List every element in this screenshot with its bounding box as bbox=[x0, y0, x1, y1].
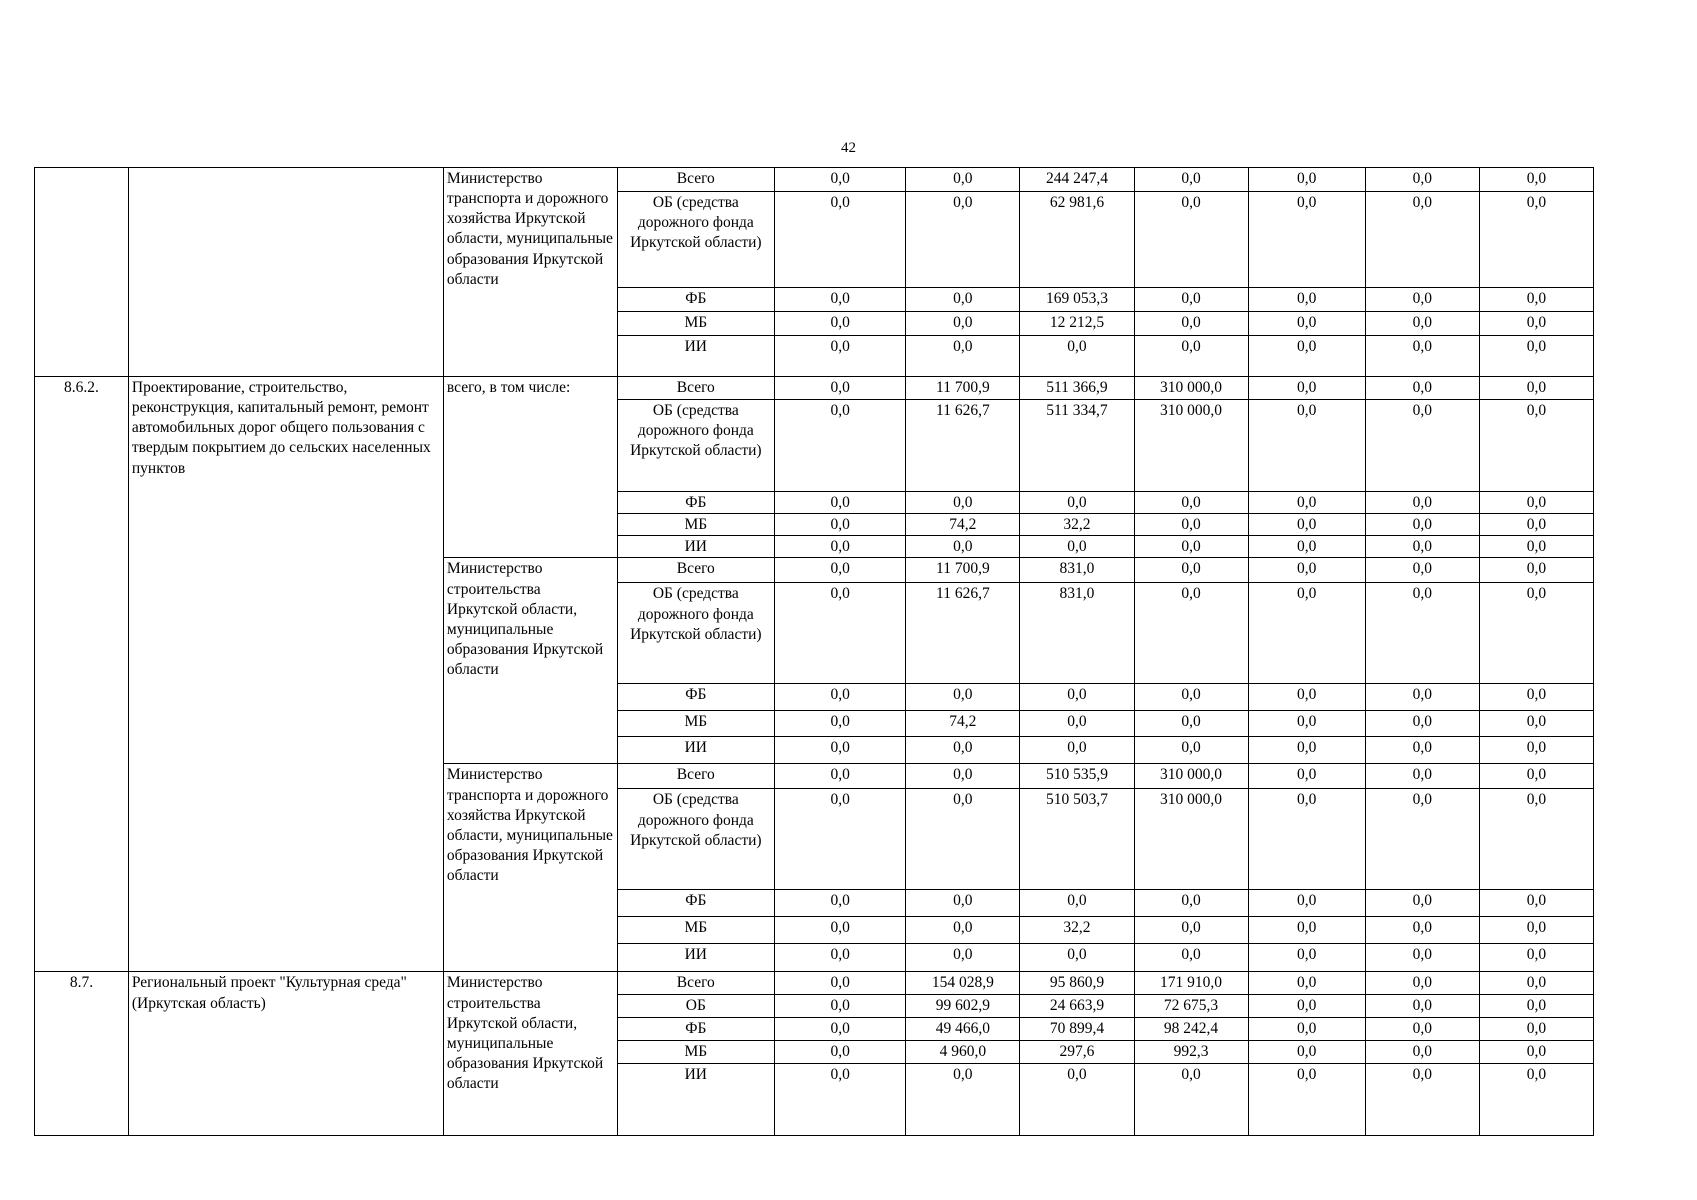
amount-cell: 0,0 bbox=[1248, 514, 1365, 536]
table-row bbox=[35, 972, 1594, 995]
amount-cell: 0,0 bbox=[1479, 995, 1593, 1018]
amount-cell: 0,0 bbox=[1479, 684, 1593, 711]
amount-cell: 0,0 bbox=[1365, 789, 1479, 890]
amount-cell: 0,0 bbox=[906, 192, 1020, 288]
funding-source: МБ bbox=[617, 711, 775, 737]
amount-cell: 0,0 bbox=[1134, 192, 1248, 288]
amount-cell: 0,0 bbox=[775, 737, 906, 764]
amount-cell: 11 626,7 bbox=[906, 583, 1020, 684]
amount-cell: 0,0 bbox=[906, 336, 1020, 377]
amount-cell: 0,0 bbox=[775, 1041, 906, 1064]
amount-cell: 95 860,9 bbox=[1020, 972, 1134, 995]
funding-source: ОБ (средства дорожного фонда Иркутской области) bbox=[617, 583, 775, 684]
amount-cell: 74,2 bbox=[906, 711, 1020, 737]
amount-cell: 0,0 bbox=[1479, 583, 1593, 684]
amount-cell: 831,0 bbox=[1020, 558, 1134, 583]
amount-cell: 0,0 bbox=[906, 789, 1020, 890]
amount-cell: 0,0 bbox=[1365, 514, 1479, 536]
amount-cell: 0,0 bbox=[775, 514, 906, 536]
funding-source: ИИ bbox=[617, 944, 775, 972]
funding-source: ОБ bbox=[617, 995, 775, 1018]
amount-cell: 831,0 bbox=[1020, 583, 1134, 684]
executor-name: Министерство строительства Иркутской области, муниципальные образования Иркутской области bbox=[443, 558, 617, 764]
amount-cell: 0,0 bbox=[1020, 890, 1134, 917]
amount-cell: 0,0 bbox=[1248, 764, 1365, 789]
amount-cell: 0,0 bbox=[1248, 583, 1365, 684]
funding-source: ИИ bbox=[617, 737, 775, 764]
amount-cell: 32,2 bbox=[1020, 514, 1134, 536]
amount-cell: 0,0 bbox=[775, 336, 906, 377]
amount-cell: 0,0 bbox=[1248, 684, 1365, 711]
amount-cell: 0,0 bbox=[1134, 684, 1248, 711]
amount-cell: 0,0 bbox=[906, 917, 1020, 944]
amount-cell: 0,0 bbox=[1134, 168, 1248, 192]
amount-cell: 0,0 bbox=[1365, 288, 1479, 312]
item-name bbox=[128, 168, 443, 377]
amount-cell: 0,0 bbox=[906, 764, 1020, 789]
amount-cell: 0,0 bbox=[1134, 558, 1248, 583]
amount-cell: 0,0 bbox=[1020, 684, 1134, 711]
funding-source: ИИ bbox=[617, 536, 775, 558]
funding-source: МБ bbox=[617, 917, 775, 944]
amount-cell: 0,0 bbox=[775, 377, 906, 400]
amount-cell: 0,0 bbox=[1134, 1064, 1248, 1136]
amount-cell: 0,0 bbox=[1479, 558, 1593, 583]
executor-name: Министерство транспорта и дорожного хозяйства Иркутской области, муниципальные образования Иркутской области bbox=[443, 764, 617, 972]
amount-cell: 0,0 bbox=[1479, 972, 1593, 995]
amount-cell: 0,0 bbox=[1248, 377, 1365, 400]
amount-cell: 0,0 bbox=[1248, 972, 1365, 995]
funding-source: ФБ bbox=[617, 890, 775, 917]
amount-cell: 0,0 bbox=[1248, 192, 1365, 288]
amount-cell: 0,0 bbox=[775, 583, 906, 684]
amount-cell: 0,0 bbox=[1020, 536, 1134, 558]
amount-cell: 0,0 bbox=[775, 995, 906, 1018]
amount-cell: 0,0 bbox=[1479, 400, 1593, 492]
amount-cell: 0,0 bbox=[1365, 168, 1479, 192]
executor-name: Министерство строительства Иркутской области, муниципальные образования Иркутской области bbox=[443, 972, 617, 1136]
amount-cell: 510 503,7 bbox=[1020, 789, 1134, 890]
amount-cell: 0,0 bbox=[775, 764, 906, 789]
amount-cell: 0,0 bbox=[1134, 536, 1248, 558]
amount-cell: 0,0 bbox=[775, 972, 906, 995]
table-row bbox=[35, 377, 1594, 400]
amount-cell: 0,0 bbox=[906, 288, 1020, 312]
amount-cell: 0,0 bbox=[906, 890, 1020, 917]
amount-cell: 0,0 bbox=[1020, 336, 1134, 377]
amount-cell: 510 535,9 bbox=[1020, 764, 1134, 789]
amount-cell: 11 700,9 bbox=[906, 558, 1020, 583]
amount-cell: 0,0 bbox=[775, 558, 906, 583]
funding-source: ОБ (средства дорожного фонда Иркутской области) bbox=[617, 789, 775, 890]
amount-cell: 0,0 bbox=[1365, 890, 1479, 917]
amount-cell: 0,0 bbox=[1248, 917, 1365, 944]
executor-name: всего, в том числе: bbox=[443, 377, 617, 558]
amount-cell: 0,0 bbox=[1134, 711, 1248, 737]
amount-cell: 0,0 bbox=[1134, 288, 1248, 312]
amount-cell: 0,0 bbox=[1365, 336, 1479, 377]
amount-cell: 0,0 bbox=[1479, 890, 1593, 917]
funding-source: МБ bbox=[617, 514, 775, 536]
amount-cell: 0,0 bbox=[775, 288, 906, 312]
amount-cell: 0,0 bbox=[1134, 917, 1248, 944]
amount-cell: 0,0 bbox=[1248, 536, 1365, 558]
amount-cell: 0,0 bbox=[1248, 558, 1365, 583]
amount-cell: 0,0 bbox=[1134, 514, 1248, 536]
amount-cell: 0,0 bbox=[1479, 192, 1593, 288]
funding-source: ФБ bbox=[617, 1018, 775, 1041]
amount-cell: 0,0 bbox=[906, 944, 1020, 972]
amount-cell: 0,0 bbox=[1365, 583, 1479, 684]
amount-cell: 0,0 bbox=[1479, 737, 1593, 764]
amount-cell: 0,0 bbox=[775, 789, 906, 890]
funding-source: Всего bbox=[617, 377, 775, 400]
funding-source: МБ bbox=[617, 1041, 775, 1064]
amount-cell: 0,0 bbox=[1248, 312, 1365, 336]
amount-cell: 0,0 bbox=[1365, 536, 1479, 558]
amount-cell: 244 247,4 bbox=[1020, 168, 1134, 192]
amount-cell: 0,0 bbox=[1365, 917, 1479, 944]
amount-cell: 0,0 bbox=[1365, 684, 1479, 711]
amount-cell: 0,0 bbox=[1134, 492, 1248, 514]
funding-source: МБ bbox=[617, 312, 775, 336]
amount-cell: 0,0 bbox=[1134, 336, 1248, 377]
amount-cell: 0,0 bbox=[1248, 1064, 1365, 1136]
amount-cell: 0,0 bbox=[1479, 1018, 1593, 1041]
amount-cell: 0,0 bbox=[1479, 336, 1593, 377]
funding-source: ФБ bbox=[617, 684, 775, 711]
funding-source: ФБ bbox=[617, 492, 775, 514]
amount-cell: 0,0 bbox=[906, 536, 1020, 558]
amount-cell: 0,0 bbox=[1479, 312, 1593, 336]
amount-cell: 98 242,4 bbox=[1134, 1018, 1248, 1041]
amount-cell: 0,0 bbox=[775, 168, 906, 192]
amount-cell: 11 700,9 bbox=[906, 377, 1020, 400]
item-code: 8.6.2. bbox=[35, 377, 129, 972]
amount-cell: 12 212,5 bbox=[1020, 312, 1134, 336]
amount-cell: 0,0 bbox=[1479, 1041, 1593, 1064]
item-code bbox=[35, 168, 129, 377]
amount-cell: 0,0 bbox=[1479, 514, 1593, 536]
amount-cell: 49 466,0 bbox=[906, 1018, 1020, 1041]
amount-cell: 0,0 bbox=[775, 917, 906, 944]
amount-cell: 0,0 bbox=[1365, 492, 1479, 514]
amount-cell: 0,0 bbox=[1365, 192, 1479, 288]
amount-cell: 0,0 bbox=[775, 192, 906, 288]
amount-cell: 0,0 bbox=[1248, 492, 1365, 514]
amount-cell: 0,0 bbox=[906, 492, 1020, 514]
amount-cell: 0,0 bbox=[1479, 1064, 1593, 1136]
amount-cell: 0,0 bbox=[1365, 312, 1479, 336]
amount-cell: 154 028,9 bbox=[906, 972, 1020, 995]
amount-cell: 0,0 bbox=[1020, 711, 1134, 737]
amount-cell: 511 334,7 bbox=[1020, 400, 1134, 492]
amount-cell: 0,0 bbox=[1365, 944, 1479, 972]
amount-cell: 0,0 bbox=[1248, 995, 1365, 1018]
amount-cell: 0,0 bbox=[1365, 1041, 1479, 1064]
amount-cell: 0,0 bbox=[1479, 764, 1593, 789]
amount-cell: 0,0 bbox=[1365, 737, 1479, 764]
amount-cell: 72 675,3 bbox=[1134, 995, 1248, 1018]
amount-cell: 0,0 bbox=[906, 312, 1020, 336]
amount-cell: 0,0 bbox=[775, 1018, 906, 1041]
funding-source: ФБ bbox=[617, 288, 775, 312]
amount-cell: 0,0 bbox=[1365, 972, 1479, 995]
amount-cell: 0,0 bbox=[1365, 764, 1479, 789]
amount-cell: 0,0 bbox=[775, 536, 906, 558]
amount-cell: 0,0 bbox=[775, 492, 906, 514]
item-name: Региональный проект "Культурная среда" (Иркутская область) bbox=[128, 972, 443, 1136]
amount-cell: 0,0 bbox=[1479, 288, 1593, 312]
item-name: Проектирование, строительство, реконструкция, капитальный ремонт, ремонт автомобильных дорог общего пользования с твердым покрытием до сельских населенных пунктов bbox=[128, 377, 443, 972]
amount-cell: 32,2 bbox=[1020, 917, 1134, 944]
amount-cell: 0,0 bbox=[775, 312, 906, 336]
amount-cell: 0,0 bbox=[1248, 737, 1365, 764]
amount-cell: 171 910,0 bbox=[1134, 972, 1248, 995]
amount-cell: 0,0 bbox=[775, 1064, 906, 1136]
amount-cell: 169 053,3 bbox=[1020, 288, 1134, 312]
amount-cell: 310 000,0 bbox=[1134, 764, 1248, 789]
amount-cell: 0,0 bbox=[1134, 944, 1248, 972]
amount-cell: 0,0 bbox=[1479, 944, 1593, 972]
amount-cell: 0,0 bbox=[1134, 737, 1248, 764]
funding-source: ИИ bbox=[617, 1064, 775, 1136]
amount-cell: 0,0 bbox=[1365, 377, 1479, 400]
amount-cell: 0,0 bbox=[1248, 400, 1365, 492]
amount-cell: 0,0 bbox=[775, 684, 906, 711]
amount-cell: 74,2 bbox=[906, 514, 1020, 536]
amount-cell: 297,6 bbox=[1020, 1041, 1134, 1064]
table-body bbox=[35, 168, 1594, 1136]
page-number: 42 bbox=[841, 140, 856, 156]
amount-cell: 0,0 bbox=[1248, 789, 1365, 890]
amount-cell: 70 899,4 bbox=[1020, 1018, 1134, 1041]
amount-cell: 0,0 bbox=[775, 944, 906, 972]
funding-source: Всего bbox=[617, 168, 775, 192]
amount-cell: 0,0 bbox=[1479, 168, 1593, 192]
amount-cell: 511 366,9 bbox=[1020, 377, 1134, 400]
amount-cell: 0,0 bbox=[1248, 890, 1365, 917]
amount-cell: 0,0 bbox=[1248, 168, 1365, 192]
funding-source: ИИ bbox=[617, 336, 775, 377]
amount-cell: 0,0 bbox=[1479, 492, 1593, 514]
funding-source: Всего bbox=[617, 558, 775, 583]
amount-cell: 0,0 bbox=[1479, 536, 1593, 558]
amount-cell: 0,0 bbox=[1020, 737, 1134, 764]
amount-cell: 0,0 bbox=[1020, 1064, 1134, 1136]
amount-cell: 0,0 bbox=[1134, 890, 1248, 917]
amount-cell: 0,0 bbox=[1365, 711, 1479, 737]
amount-cell: 0,0 bbox=[1479, 711, 1593, 737]
amount-cell: 0,0 bbox=[1479, 789, 1593, 890]
amount-cell: 0,0 bbox=[775, 711, 906, 737]
amount-cell: 310 000,0 bbox=[1134, 377, 1248, 400]
amount-cell: 0,0 bbox=[1134, 583, 1248, 684]
executor-name: Министерство транспорта и дорожного хозяйства Иркутской области, муниципальные образования Иркутской области bbox=[443, 168, 617, 377]
table-row bbox=[35, 168, 1594, 192]
funding-source: ОБ (средства дорожного фонда Иркутской области) bbox=[617, 192, 775, 288]
amount-cell: 0,0 bbox=[1248, 1018, 1365, 1041]
amount-cell: 0,0 bbox=[1479, 917, 1593, 944]
amount-cell: 24 663,9 bbox=[1020, 995, 1134, 1018]
amount-cell: 0,0 bbox=[1365, 400, 1479, 492]
amount-cell: 0,0 bbox=[1365, 995, 1479, 1018]
amount-cell: 0,0 bbox=[1365, 558, 1479, 583]
amount-cell: 99 602,9 bbox=[906, 995, 1020, 1018]
funding-source: Всего bbox=[617, 972, 775, 995]
amount-cell: 310 000,0 bbox=[1134, 789, 1248, 890]
amount-cell: 0,0 bbox=[1248, 336, 1365, 377]
amount-cell: 0,0 bbox=[1248, 1041, 1365, 1064]
amount-cell: 0,0 bbox=[1248, 944, 1365, 972]
amount-cell: 0,0 bbox=[1365, 1064, 1479, 1136]
amount-cell: 4 960,0 bbox=[906, 1041, 1020, 1064]
amount-cell: 0,0 bbox=[775, 890, 906, 917]
amount-cell: 62 981,6 bbox=[1020, 192, 1134, 288]
funding-source: ОБ (средства дорожного фонда Иркутской области) bbox=[617, 400, 775, 492]
amount-cell: 0,0 bbox=[906, 1064, 1020, 1136]
funding-source: Всего bbox=[617, 764, 775, 789]
amount-cell: 992,3 bbox=[1134, 1041, 1248, 1064]
amount-cell: 0,0 bbox=[1020, 944, 1134, 972]
amount-cell: 0,0 bbox=[1479, 377, 1593, 400]
amount-cell: 0,0 bbox=[1134, 312, 1248, 336]
amount-cell: 0,0 bbox=[1020, 492, 1134, 514]
budget-table bbox=[34, 167, 1594, 1136]
amount-cell: 0,0 bbox=[906, 168, 1020, 192]
amount-cell: 0,0 bbox=[906, 737, 1020, 764]
amount-cell: 0,0 bbox=[1248, 711, 1365, 737]
amount-cell: 0,0 bbox=[1365, 1018, 1479, 1041]
amount-cell: 0,0 bbox=[906, 684, 1020, 711]
amount-cell: 310 000,0 bbox=[1134, 400, 1248, 492]
amount-cell: 0,0 bbox=[775, 400, 906, 492]
item-code: 8.7. bbox=[35, 972, 129, 1136]
amount-cell: 11 626,7 bbox=[906, 400, 1020, 492]
amount-cell: 0,0 bbox=[1248, 288, 1365, 312]
